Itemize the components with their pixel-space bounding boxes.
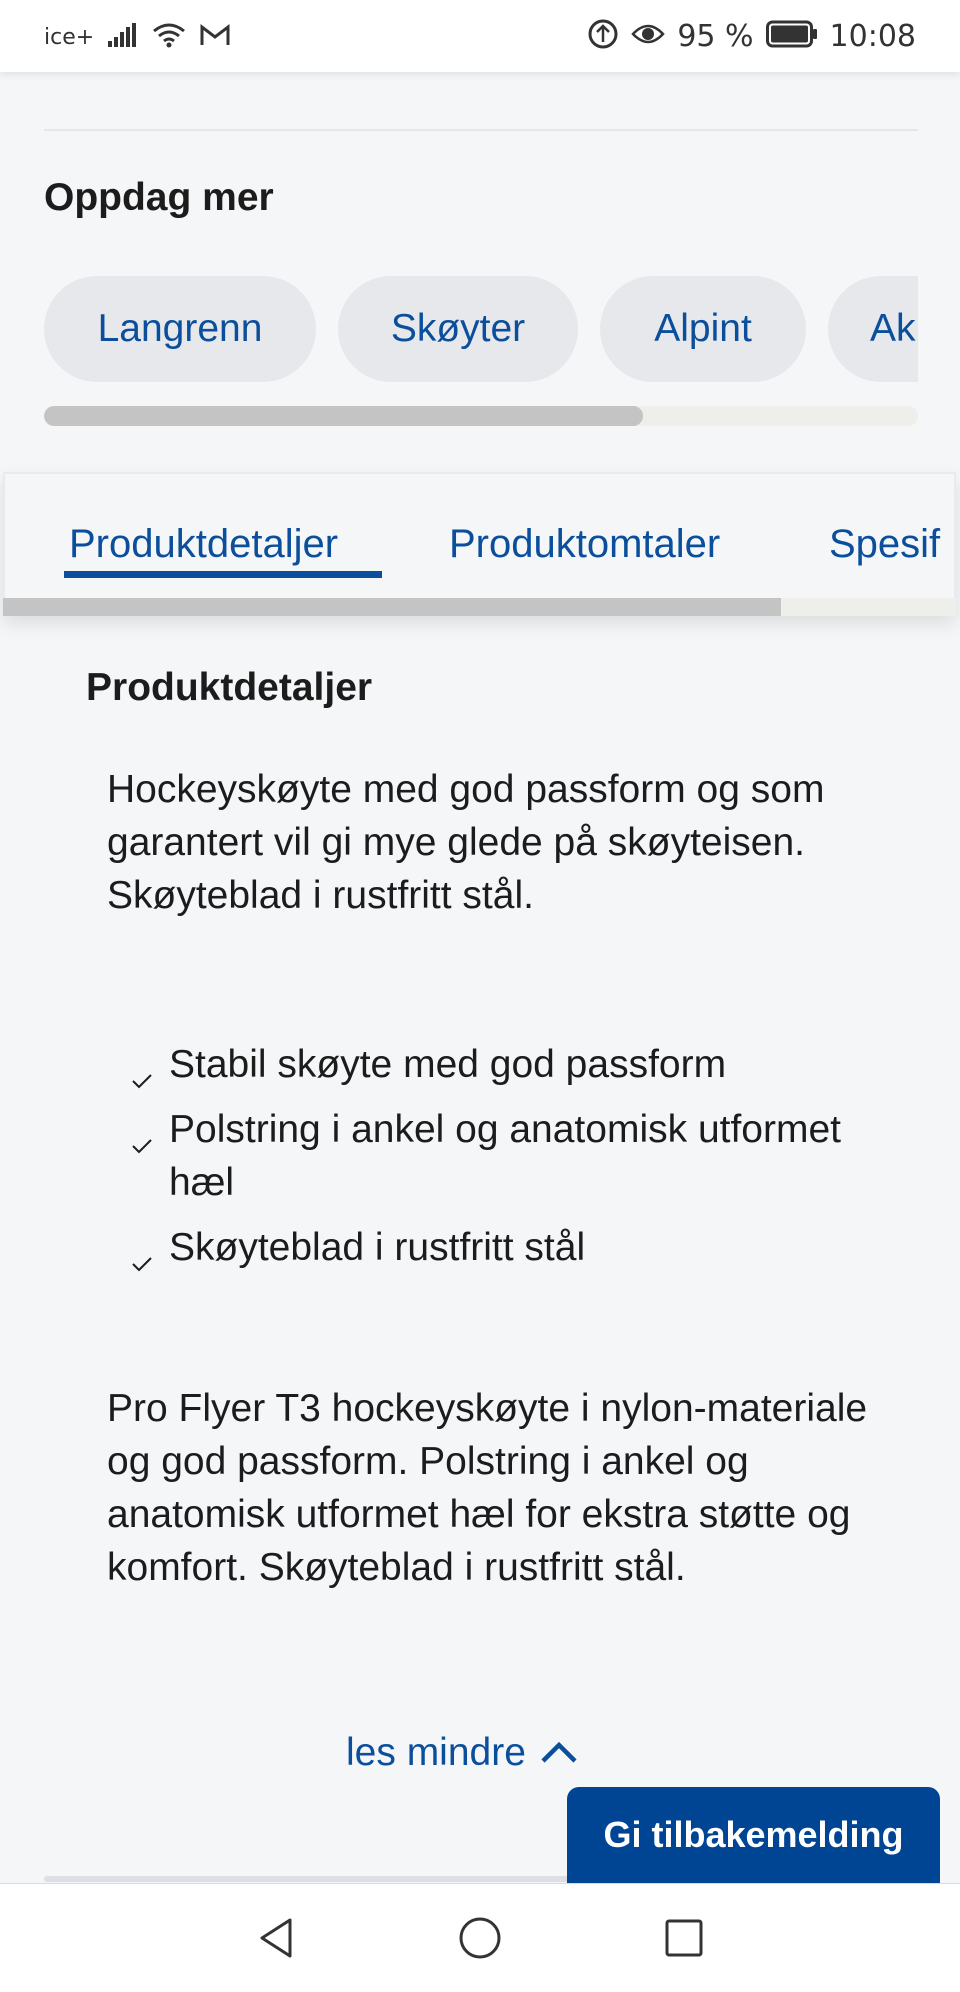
feature-item [130, 1038, 890, 1091]
home-icon[interactable] [452, 1910, 508, 1966]
chip-partial[interactable]: Ak [828, 276, 918, 382]
recent-apps-icon[interactable] [656, 1910, 712, 1966]
product-details-title: Produktdetaljer [86, 666, 373, 709]
product-tabs [3, 472, 956, 616]
battery-icon [766, 20, 818, 52]
chips-scrollbar-thumb[interactable] [44, 406, 643, 426]
tabs-scrollbar-thumb[interactable] [3, 598, 781, 616]
feature-list [130, 1038, 890, 1286]
system-nav-bar [0, 1883, 960, 1992]
clock: 10:08 [829, 18, 916, 54]
feature-text: Polstring i ankel og anatomisk utformet hæl [169, 1108, 841, 1204]
battery-percent: 95 % [677, 18, 754, 54]
tabs-scrollbar[interactable] [3, 598, 956, 616]
gmail-icon [200, 23, 230, 51]
discover-chips[interactable] [44, 276, 918, 382]
check-icon [130, 1054, 154, 1078]
feature-text: Skøyteblad i rustfritt stål [169, 1226, 586, 1269]
feedback-button[interactable]: Gi tilbakemelding [567, 1787, 940, 1883]
discover-title: Oppdag mer [44, 176, 274, 219]
read-less-label: les mindre [346, 1731, 526, 1774]
chips-scrollbar[interactable] [44, 406, 918, 426]
feature-text: Stabil skøyte med god passform [169, 1043, 727, 1086]
active-tab-indicator [64, 571, 382, 578]
tab-produktdetaljer[interactable]: Produktdetaljer [69, 522, 339, 566]
wifi-icon [152, 22, 186, 52]
section-divider [44, 129, 918, 131]
eye-comfort-icon [631, 22, 665, 50]
carrier-label: ice+ [44, 24, 95, 50]
tab-spesifikasjoner[interactable]: Spesif [829, 522, 941, 566]
feature-item [130, 1103, 890, 1209]
feature-item [130, 1221, 890, 1274]
status-bar [0, 0, 960, 72]
chevron-up-icon [540, 1731, 578, 1775]
status-right [587, 18, 916, 54]
chip-langrenn[interactable]: Langrenn [44, 276, 316, 382]
data-saver-icon [587, 18, 619, 54]
tab-produktomtaler[interactable]: Produktomtaler [449, 522, 721, 566]
chip-alpint[interactable]: Alpint [600, 276, 806, 382]
chip-skoyter[interactable]: Skøyter [338, 276, 578, 382]
read-less-link[interactable] [346, 1731, 578, 1775]
status-left [44, 22, 230, 52]
product-description: Pro Flyer T3 hockeyskøyte i nylon-materiale og god passform. Polstring i ankel og anatomisk utformet hæl for ekstra støtte og komfort. Skøyteblad i rustfritt stål. [107, 1387, 868, 1589]
chips-row [44, 276, 918, 382]
check-icon [130, 1237, 154, 1261]
signal-icon [108, 23, 138, 51]
product-intro: Hockeyskøyte med god passform og som garantert vil gi mye glede på skøyteisen. Skøyteblad i rustfritt stål. [107, 768, 825, 917]
check-icon [130, 1119, 154, 1143]
back-icon[interactable] [248, 1910, 304, 1966]
